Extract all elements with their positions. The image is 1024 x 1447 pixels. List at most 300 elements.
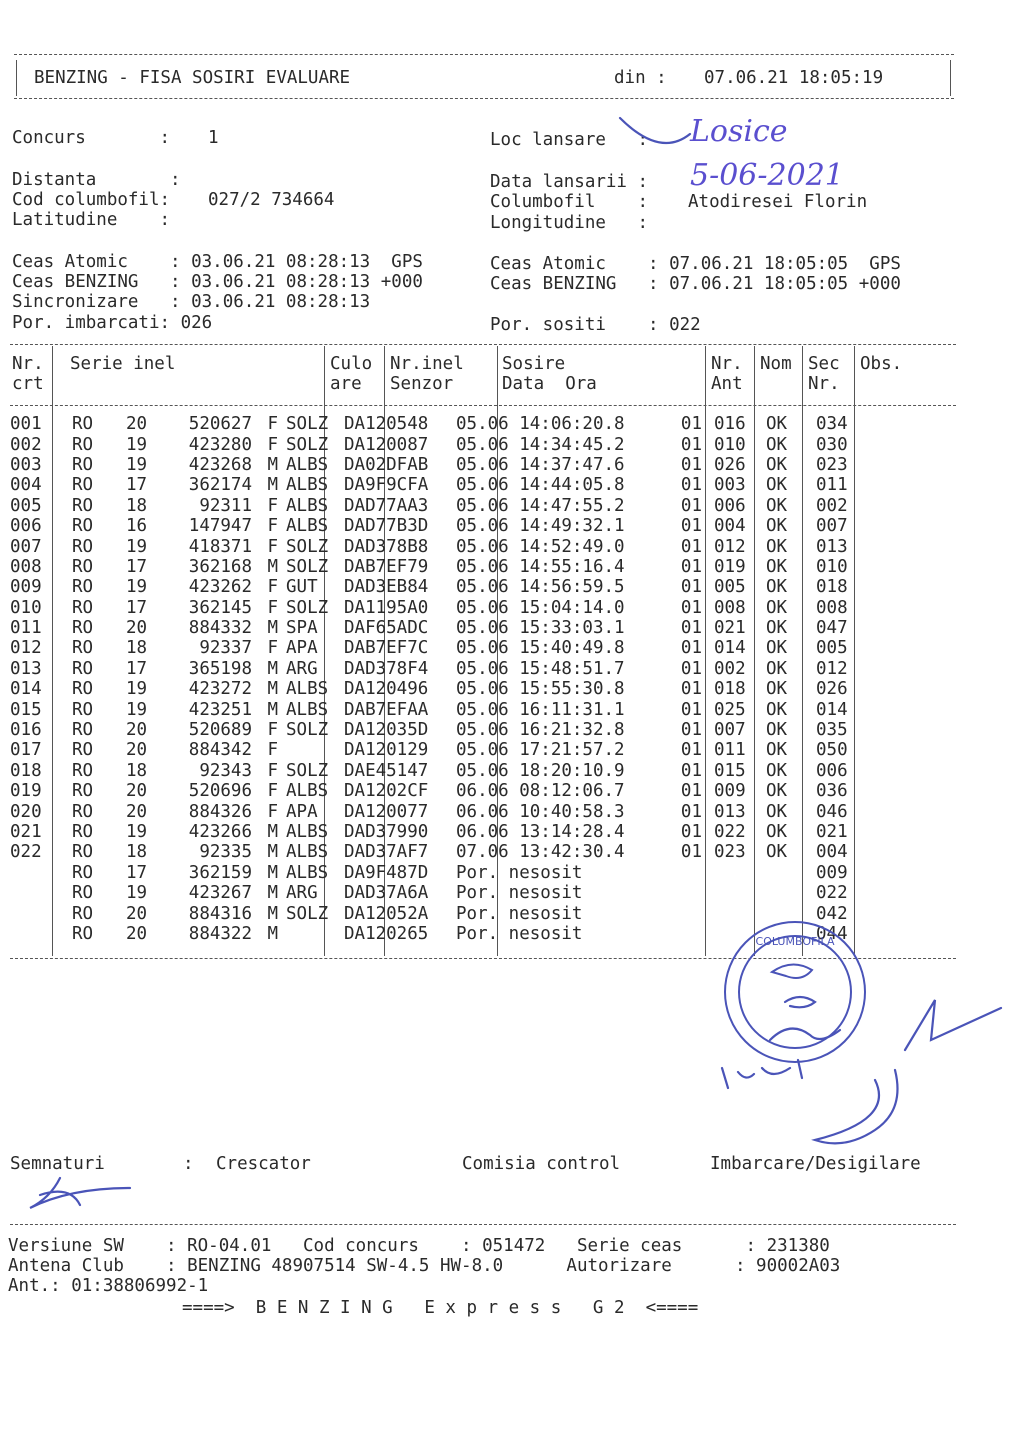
row-country: RO [72,740,94,761]
row-year: 19 [126,699,148,720]
row-arrival: 05.06 15:40:49.8 [456,638,625,659]
row-country: RO [72,760,94,781]
row-country: RO [72,454,94,475]
row-sex: F [267,434,278,455]
row-nr: 014 [10,679,42,700]
row-nom: 006 [714,495,746,516]
row-sensor: DAB7EFAA [344,699,429,720]
row-nom: 010 [714,434,746,455]
row-sex: F [267,597,278,618]
row-arrival: 05.06 14:55:16.4 [456,556,625,577]
signature-crescator [30,1178,130,1208]
row-sensor: DAD37A6A [344,883,429,904]
row-nr: 019 [10,781,42,802]
row-year: 20 [126,618,148,639]
row-sex: M [267,822,278,842]
row-sensor: DAD77AA3 [344,495,429,516]
row-obs: 009 [816,862,848,883]
ceas-benzing-start: Ceas BENZING : 03.06.21 08:28:13 +000 [12,272,423,292]
row-obs: 013 [816,536,848,557]
row-arrival: 05.06 14:47:55.2 [456,495,625,516]
row-sensor: DA12052A [344,903,429,924]
row-ring-number: 520627 [188,414,252,435]
row-antenna: 01 [680,536,702,557]
row-ring-number: 520689 [188,720,252,741]
row-nr: 020 [10,801,42,822]
row-nr: 022 [10,842,42,863]
row-sex: F [267,781,278,802]
row-country: RO [72,556,94,577]
row-country: RO [72,577,94,598]
row-ring-number: 884326 [188,801,252,822]
row-sensor: DA12035D [344,720,429,741]
footer-rule [10,1224,956,1225]
row-country: RO [72,536,94,557]
row-sex: F [267,638,278,659]
row-obs: 012 [816,658,848,679]
row-country: RO [72,781,94,802]
row-sec: OK [766,454,788,475]
row-antenna: 01 [680,556,702,577]
row-antenna: 01 [680,740,702,761]
row-nr: 013 [10,658,42,679]
row-sex: M [267,923,278,944]
row-obs: 014 [816,699,848,720]
row-year: 18 [126,760,148,781]
row-sensor: DAB7EF7C [344,638,429,659]
row-ring-number: 362145 [188,597,252,618]
row-sensor: DAF65ADC [344,618,429,639]
row-antenna: 01 [680,618,702,639]
col-header-sosire: Sosire [502,354,566,374]
row-obs: 005 [816,638,848,659]
row-sensor: DA9F9CFA [344,475,429,496]
row-arrival: Por. nesosit [456,862,583,883]
row-ring-number: 423272 [188,679,252,700]
row-nr: 016 [10,720,42,741]
row-ring-number: 423266 [188,822,252,842]
loc-lansare-label: Loc lansare : [490,130,649,150]
row-obs: 034 [816,414,848,435]
distanta-label: Distanta : [12,170,181,190]
row-nom: 011 [714,740,746,761]
row-arrival: 05.06 14:44:05.8 [456,475,625,496]
row-sec: OK [766,495,788,516]
col-header-data-ora: Data Ora [502,374,597,394]
col-header-nom: Nom [760,354,792,374]
row-sec: OK [766,699,788,720]
row-ring-number: 423280 [188,434,252,455]
row-sec: OK [766,556,788,577]
row-sensor: DAD77B3D [344,516,429,537]
data-lansarii-handwritten: 5-06-2021 [690,158,844,193]
row-sensor: DAD3EB84 [344,577,429,598]
row-obs: 026 [816,679,848,700]
row-sec: OK [766,658,788,679]
row-nom: 021 [714,618,746,639]
row-color: APA [286,638,318,659]
latitudine-label: Latitudine : [12,210,171,230]
row-nr: 006 [10,516,42,537]
row-country: RO [72,516,94,537]
row-sex: F [267,577,278,598]
row-country: RO [72,495,94,516]
row-sec: OK [766,760,788,781]
row-year: 17 [126,862,148,883]
header-date-label: din : [614,68,667,88]
row-nom: 012 [714,536,746,557]
row-country: RO [72,822,94,842]
row-sex: M [267,699,278,720]
row-country: RO [72,658,94,679]
row-country: RO [72,862,94,883]
row-sec: OK [766,801,788,822]
concurs-value: 1 [208,128,219,148]
row-sec: OK [766,434,788,455]
ceas-atomic-start: Ceas Atomic : 03.06.21 08:28:13 GPS [12,252,423,272]
row-sex: M [267,556,278,577]
row-sec: OK [766,842,788,863]
row-ring-number: 92343 [199,760,252,781]
col-header-culoare: Culo [330,354,373,374]
row-color: SOLZ [286,556,329,577]
row-year: 17 [126,475,148,496]
row-ring-number: 92337 [199,638,252,659]
row-antenna: 01 [680,801,702,822]
col-header-culoare-2: are [330,374,362,394]
row-sex: F [267,760,278,781]
row-sec: OK [766,638,788,659]
row-obs: 011 [816,475,848,496]
columbofil-label: Columbofil : [490,192,649,212]
concurs-label: Concurs : [12,128,171,148]
row-sensor: DAB7EF79 [344,556,429,577]
annotation-line [620,118,690,143]
row-ring-number: 884316 [188,903,252,924]
row-year: 17 [126,597,148,618]
row-year: 20 [126,740,148,761]
row-country: RO [72,679,94,700]
row-obs: 007 [816,516,848,537]
row-color: SOLZ [286,414,329,435]
row-ring-number: 423267 [188,883,252,904]
row-nr: 003 [10,454,42,475]
row-year: 18 [126,842,148,863]
row-sex: M [267,883,278,904]
row-antenna: 01 [680,495,702,516]
row-ring-number: 147947 [188,516,252,537]
row-sex: F [267,801,278,822]
row-antenna: 01 [680,720,702,741]
row-nr: 009 [10,577,42,598]
col-header-crt: crt [12,374,44,394]
row-obs: 004 [816,842,848,863]
row-arrival: 05.06 14:06:20.8 [456,414,625,435]
row-obs: 047 [816,618,848,639]
row-ring-number: 884342 [188,740,252,761]
col-header-sec-nr: Nr. [808,374,840,394]
row-nom: 022 [714,822,746,842]
row-arrival: 05.06 15:33:03.1 [456,618,625,639]
row-year: 19 [126,577,148,598]
row-sec: OK [766,618,788,639]
row-arrival: 05.06 14:56:59.5 [456,577,625,598]
row-nom: 013 [714,801,746,822]
row-antenna: 01 [680,760,702,781]
row-country: RO [72,842,94,863]
row-color: ALBS [286,822,329,842]
col-header-nr: Nr. [12,354,44,374]
row-ring-number: 418371 [188,536,252,557]
row-sec: OK [766,679,788,700]
stamp-inner-ring [739,936,851,1048]
row-arrival: 06.06 08:12:06.7 [456,781,625,802]
columbofil-value: Atodiresei Florin [688,192,868,212]
row-color: SOLZ [286,903,329,924]
row-sec: OK [766,597,788,618]
row-nom: 025 [714,699,746,720]
row-nom: 008 [714,597,746,618]
row-arrival: 05.06 15:55:30.8 [456,679,625,700]
row-obs: 002 [816,495,848,516]
row-color: ARG [286,658,318,679]
row-sec: OK [766,822,788,842]
row-sex: M [267,658,278,679]
row-obs: 023 [816,454,848,475]
row-sec: OK [766,516,788,537]
row-obs: 030 [816,434,848,455]
row-country: RO [72,618,94,639]
row-sec: OK [766,475,788,496]
footer-antena: Antena Club : BENZING 48907514 SW-4.5 HW-8.0 Autorizare : 90002A03 [8,1256,841,1276]
row-antenna: 01 [680,475,702,496]
row-color: GUT [286,577,318,598]
ceas-benzing-end: Ceas BENZING : 07.06.21 18:05:05 +000 [490,274,901,294]
row-nr: 002 [10,434,42,455]
col-header-nrinel: Nr.inel [390,354,464,374]
row-antenna: 01 [680,822,702,842]
row-color: SOLZ [286,720,329,741]
row-arrival: 05.06 14:49:32.1 [456,516,625,537]
row-sex: M [267,454,278,475]
row-ring-number: 365198 [188,658,252,679]
row-sensor: DA120548 [344,414,429,435]
row-year: 20 [126,720,148,741]
row-sex: F [267,516,278,537]
row-antenna: 01 [680,842,702,863]
cod-columbofil-value: 027/2 734664 [208,190,335,210]
row-color: ALBS [286,699,329,720]
row-arrival: 07.06 13:42:30.4 [456,842,625,863]
row-sex: M [267,842,278,863]
document-title: BENZING - FISA SOSIRI EVALUARE [34,68,351,88]
row-color: SOLZ [286,536,329,557]
row-arrival: 05.06 18:20:10.9 [456,760,625,781]
col-header-senzor: Senzor [390,374,454,394]
row-sensor: DA120087 [344,434,429,455]
row-ring-number: 92311 [199,495,252,516]
row-ring-number: 362159 [188,862,252,883]
row-year: 17 [126,556,148,577]
row-arrival: 05.06 15:04:14.0 [456,597,625,618]
crescator-label: Crescator [216,1154,311,1174]
row-nr: 017 [10,740,42,761]
row-year: 20 [126,781,148,802]
footer-ant: Ant.: 01:38806992-1 [8,1276,209,1296]
row-nom: 003 [714,475,746,496]
row-year: 19 [126,434,148,455]
row-ring-number: 520696 [188,781,252,802]
row-nr: 021 [10,822,42,842]
row-color: ALBS [286,842,329,863]
row-color: ARG [286,883,318,904]
row-sensor: DAE45147 [344,760,429,781]
row-nom: 002 [714,658,746,679]
row-nr: 015 [10,699,42,720]
row-sensor: DAD378F4 [344,658,429,679]
col-header-ant: Ant [711,374,743,394]
row-nom: 015 [714,760,746,781]
col-header-obs: Obs. [860,354,903,374]
row-country: RO [72,923,94,944]
stamp-text: COLUMBOFILA [755,935,835,948]
row-sensor: DA120496 [344,679,429,700]
row-obs: 018 [816,577,848,598]
row-color: ALBS [286,495,329,516]
row-sex: F [267,720,278,741]
row-antenna: 01 [680,781,702,802]
row-nom: 007 [714,720,746,741]
row-nom: 018 [714,679,746,700]
row-sex: F [267,740,278,761]
row-country: RO [72,699,94,720]
row-sex: F [267,414,278,435]
row-ring-number: 423268 [188,454,252,475]
row-sensor: DA120129 [344,740,429,761]
row-sensor: DA120077 [344,801,429,822]
row-color: SPA [286,618,318,639]
row-antenna: 01 [680,577,702,598]
col-header-serie: Serie inel [70,354,176,374]
row-color: ALBS [286,781,329,802]
signature-commission-3 [722,1060,802,1088]
signature-commission-2 [770,1029,840,1040]
comisia-control-label: Comisia control [462,1154,621,1174]
signature-imbarcare-1 [905,1000,1001,1050]
row-arrival: Por. nesosit [456,923,583,944]
footer-versiune: Versiune SW : RO-04.01 Cod concurs : 051472 Serie ceas : 231380 [8,1236,830,1256]
row-ring-number: 884332 [188,618,252,639]
row-arrival: 05.06 14:34:45.2 [456,434,625,455]
row-sex: M [267,862,278,883]
row-obs: 046 [816,801,848,822]
row-arrival: 05.06 17:21:57.2 [456,740,625,761]
row-nom: 005 [714,577,746,598]
row-sensor: DA1202CF [344,781,429,802]
longitudine-label: Longitudine : [490,213,649,233]
row-arrival: 05.06 14:37:47.6 [456,454,625,475]
row-sec: OK [766,740,788,761]
row-obs: 008 [816,597,848,618]
row-antenna: 01 [680,414,702,435]
row-nom: 019 [714,556,746,577]
porumbei-sositi: Por. sositi : 022 [490,315,701,335]
row-sec: OK [766,414,788,435]
row-country: RO [72,638,94,659]
row-color: ALBS [286,516,329,537]
row-nr: 011 [10,618,42,639]
row-nr: 007 [10,536,42,557]
row-year: 20 [126,903,148,924]
row-nr: 004 [10,475,42,496]
row-arrival: 05.06 14:52:49.0 [456,536,625,557]
imbarcare-desigilare-label: Imbarcare/Desigilare [710,1154,921,1174]
row-year: 16 [126,516,148,537]
row-sex: M [267,618,278,639]
row-nr: 018 [10,760,42,781]
row-color: SOLZ [286,597,329,618]
row-color: ALBS [286,475,329,496]
row-nr: 005 [10,495,42,516]
row-arrival: 05.06 16:21:32.8 [456,720,625,741]
row-sensor: DAD37990 [344,822,429,842]
row-sensor: DA120265 [344,923,429,944]
porumbei-imbarcati: Por. imbarcati: 026 [12,313,213,333]
row-color: ALBS [286,679,329,700]
row-ring-number: 884322 [188,923,252,944]
ceas-atomic-end: Ceas Atomic : 07.06.21 18:05:05 GPS [490,254,901,274]
row-country: RO [72,434,94,455]
header-date-value: 07.06.21 18:05:19 [704,68,884,88]
row-country: RO [72,475,94,496]
row-sensor: DA02DFAB [344,454,429,475]
row-obs: 035 [816,720,848,741]
col-header-sec: Sec [808,354,840,374]
row-arrival: 06.06 13:14:28.4 [456,822,625,842]
row-country: RO [72,883,94,904]
row-color: ALBS [286,454,329,475]
row-ring-number: 423262 [188,577,252,598]
row-sec: OK [766,536,788,557]
footer-benzing-express: ====> B E N Z I N G E x p r e s s G 2 <==== [182,1298,699,1318]
row-antenna: 01 [680,638,702,659]
row-year: 20 [126,801,148,822]
row-year: 18 [126,495,148,516]
row-color: SOLZ [286,760,329,781]
row-sensor: DA9F487D [344,862,429,883]
row-ring-number: 362174 [188,475,252,496]
row-color: ALBS [286,862,329,883]
col-header-nr-ant: Nr. [711,354,743,374]
row-nom: 016 [714,414,746,435]
row-year: 18 [126,638,148,659]
row-sex: M [267,475,278,496]
row-nom: 023 [714,842,746,863]
row-antenna: 01 [680,679,702,700]
row-arrival: 06.06 10:40:58.3 [456,801,625,822]
row-antenna: 01 [680,454,702,475]
row-sensor: DA1195A0 [344,597,429,618]
signature-strokes [30,118,1001,1208]
row-sec: OK [766,577,788,598]
row-sex: F [267,536,278,557]
row-year: 20 [126,923,148,944]
row-nr: 012 [10,638,42,659]
row-nom: 014 [714,638,746,659]
row-antenna: 01 [680,699,702,720]
row-sec: OK [766,720,788,741]
row-country: RO [72,414,94,435]
